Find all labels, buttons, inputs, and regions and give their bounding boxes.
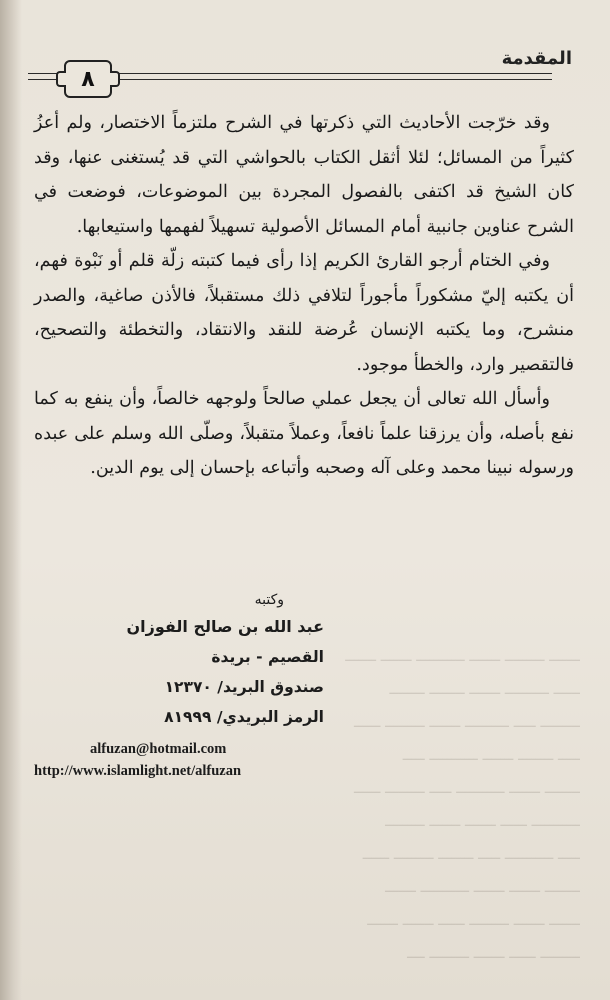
signoff-wrote: وكتبه: [254, 592, 284, 608]
author-location: القصيم - بريدة: [211, 648, 324, 666]
badge-tab-right: [110, 71, 120, 87]
author-signoff: [34, 588, 324, 782]
paragraph-2: وفي الختام أرجو القارئ الكريم إذا رأى فيما كتبته زلّة قلم أو نَبْوة فهم، أن يكتبه إليّ مشكوراً مأجوراً لتلافي ذلك مستقبلاً، فالأذن صاغية، والصدر منشرح، وما يكتبه الإنسان عُرضة للنقد والانتقاد، والتخطئة والتصحيح، فالتقصير وارد، والخطأ موجود.: [34, 251, 574, 375]
author-po-box: صندوق البريد/ ١٢٣٧٠: [164, 678, 324, 696]
header-rule-short-lower: [28, 79, 58, 80]
author-email: alfuzan@hotmail.com: [90, 741, 227, 757]
badge-tab-left: [56, 71, 66, 87]
paragraph-1: وقد خرّجت الأحاديث التي ذكرتها في الشرح ملتزماً الاختصار، ولم أعزُ كثيراً من المسائل؛ لئلا أثقل الكتاب بالحواشي التي قد يُستغنى عنها، وقد كان الشيخ قد اكتفى بالفصول المجردة بين الموضوعات، فوضعت في الشرح عناوين جانبية أمام المسائل الأصولية تسهيلاً لفهمها واستيعابها.: [34, 113, 574, 237]
page-spine-shadow: [0, 0, 22, 1000]
page-header: [20, 40, 590, 100]
header-rule-lower: [112, 79, 552, 80]
bleed-through-text: ـــــــ ـــــــــ ـــــــ ـــــــــــ ـــــــ ـــــــ ــــــ ــــــــــ ـــــــ ــــــــ ــــــــ ـــــــــ ـــــ ــــــــــ ـــــــ ـــــــــ ــــــ ـــــ ــــــــ ـــــــ ـــــــــــ ـــــ ــــــــ ـــــــ ـــــــــــ ـــــ ـــــــــ ــــــ ـــــــــــ ــــــ ـــــــ ـــــــ ـــــــــ ـــــ ـــــــــــ ـــــ ــــــــ ـــــــــ ــــــ ــــــــ ـــــــ ـــــــ ـــــــــــ ـــــــ ـــــــ ـــــــ ـــــــــ ــــــ ـــــــ ـــــــ ـــــــــ ــــــ ـــــــ ـــــــــ ــــ: [345, 647, 580, 962]
main-text: [34, 106, 574, 486]
page-number-badge: [64, 60, 112, 98]
page-number: ٨: [81, 66, 95, 92]
chapter-title: المقدمة: [501, 48, 572, 69]
author-postal-code: الرمز البريدي/ ٨١٩٩٩: [164, 708, 324, 726]
author-name: عبد الله بن صالح الفوزان: [126, 617, 324, 636]
header-rule-upper: [112, 73, 552, 74]
author-website: http://www.islamlight.net/alfuzan: [34, 763, 242, 779]
header-rule-short-upper: [28, 73, 58, 74]
paragraph-3: وأسأل الله تعالى أن يجعل عملي صالحاً ولوجهه خالصاً، وأن ينفع به كما نفع بأصله، وأن يرزقنا علماً نافعاً، وعملاً متقبلاً، وصلّى الله وسلم على عبده ورسوله نبينا محمد وعلى آله وصحبه وأتباعه بإحسان إلى يوم الدين.: [34, 389, 574, 478]
